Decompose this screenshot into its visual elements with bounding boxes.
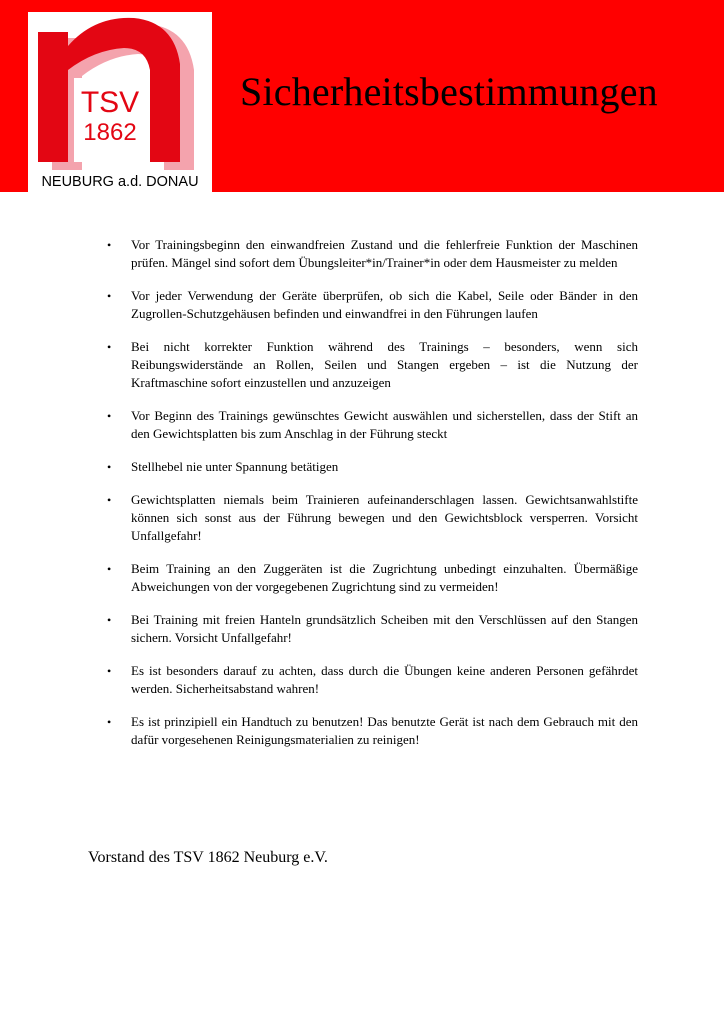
list-item [107,491,638,545]
bullet-icon: • [107,493,112,507]
rule-text: Stellhebel nie unter Spannung betätigen [131,459,339,474]
tsv-logo-icon [28,12,212,196]
list-item [107,560,638,596]
list-item [107,713,638,749]
rule-text: Es ist besonders darauf zu achten, dass durch die Übungen keine anderen Personen gefährdet werden. Sicherheitsabstand wahren! [131,663,638,696]
board-signature: Vorstand des TSV 1862 Neuburg e.V. [88,849,328,866]
list-item [107,662,638,698]
bullet-icon: • [107,460,112,474]
logo-tsv-text: TSV [80,86,140,119]
safety-rules-list [107,236,638,764]
bullet-icon: • [107,613,112,627]
bullet-icon: • [107,409,112,423]
bullet-icon: • [107,562,112,576]
rule-text: Vor Beginn des Trainings gewünschtes Gewicht auswählen und sicherstellen, dass der Stift an den Gewichtsplatten bis zum Anschlag in der Führung steckt [131,408,638,441]
logo-year-text: 1862 [83,119,137,146]
rule-text: Bei nicht korrekter Funktion während des Trainings – besonders, wenn sich Reibungswiderstände an Rollen, Seilen und Stangen ergeben – ist die Nutzung der Kraftmaschine sofort einzustellen und anzuzeigen [131,339,638,390]
rule-text: Bei Training mit freien Hanteln grundsätzlich Scheiben mit den Verschlüssen auf den Stangen sichern. Vorsicht Unfallgefahr! [131,612,638,645]
rule-text: Vor Trainingsbeginn den einwandfreien Zustand und die fehlerfreie Funktion der Maschinen prüfen. Mängel sind sofort dem Übungsleiter*in/Trainer*in oder dem Hausmeister zu melden [131,237,638,270]
list-item [107,611,638,647]
page-title: Sicherheitsbestimmungen [240,69,658,114]
list-item [107,338,638,392]
rule-text: Beim Training an den Zuggeräten ist die Zugrichtung unbedingt einzuhalten. Übermäßige Abweichungen von der vorgegebenen Zugrichtung sind zu vermeiden! [131,561,638,594]
bullet-icon: • [107,289,112,303]
list-item [107,236,638,272]
bullet-icon: • [107,664,112,678]
bullet-icon: • [107,715,112,729]
club-logo [28,12,212,196]
rule-text: Es ist prinzipiell ein Handtuch zu benutzen! Das benutzte Gerät ist nach dem Gebrauch mit den dafür vorgesehenen Reinigungsmaterialien zu reinigen! [131,714,638,747]
rule-text: Gewichtsplatten niemals beim Trainieren aufeinanderschlagen lassen. Gewichtsanwahlstifte können sich sonst aus der Führung bewegen und den Gewichtsblock versperren. Vorsicht Unfallgefahr! [131,492,638,543]
bullet-icon: • [107,238,112,252]
list-item [107,287,638,323]
rule-text: Vor jeder Verwendung der Geräte überprüfen, ob sich die Kabel, Seile oder Bänder in den Zugrollen-Schutzgehäusen befinden und einwandfrei in den Führungen laufen [131,288,638,321]
bullet-icon: • [107,340,112,354]
list-item [107,407,638,443]
list-item [107,458,638,476]
logo-place-text: NEUBURG a.d. DONAU [41,174,199,190]
